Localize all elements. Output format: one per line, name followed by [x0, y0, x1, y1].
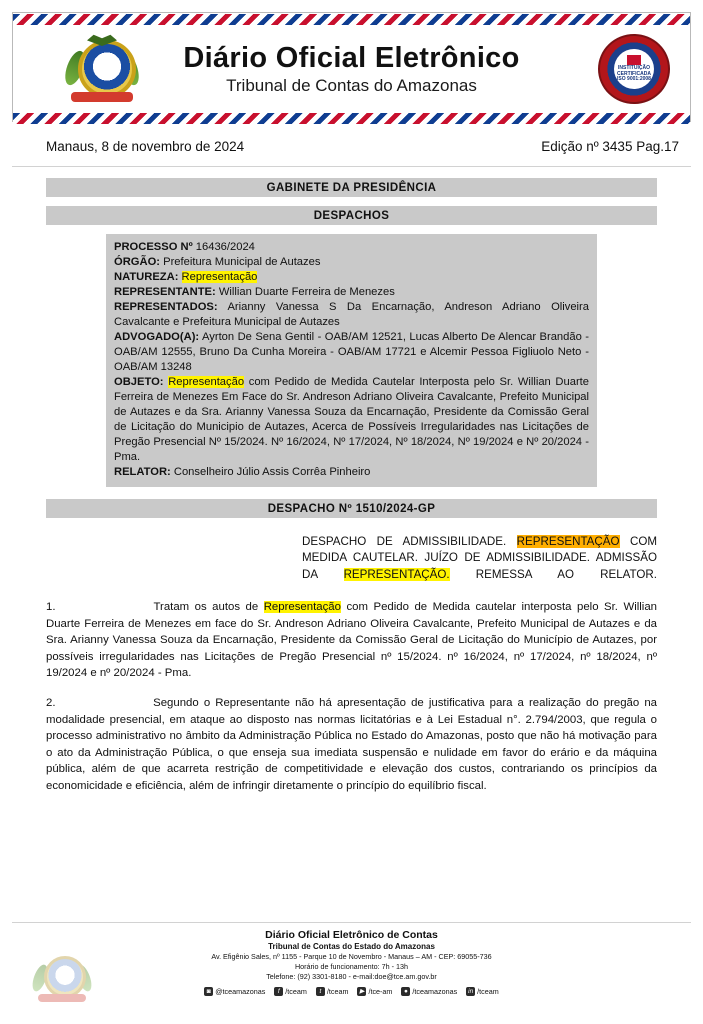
social-label-flickr: /tceamazonas: [412, 987, 458, 996]
youtube-icon: ▶: [359, 988, 365, 995]
social-label-instagram: @tceamazonas: [215, 987, 266, 996]
paragraph-1-text-before: Tratam os autos de: [153, 601, 264, 614]
representative-row: [114, 285, 589, 300]
rapporteur-value: Conselheiro Júlio Assis Corrêa Pinheiro: [173, 466, 371, 478]
nature-row: [114, 270, 589, 285]
represented-row: [114, 300, 589, 330]
social-link-facebook[interactable]: [274, 987, 307, 996]
social-link-flickr[interactable]: [401, 987, 457, 996]
seal-line-3: ISO 9001:2008: [617, 76, 651, 83]
paragraph-1-number: 1.: [46, 601, 56, 614]
document-body: [46, 599, 657, 794]
nature-label: NATUREZA:: [114, 271, 179, 283]
social-link-linkedin[interactable]: [466, 987, 499, 996]
document-header: [12, 12, 691, 122]
decorative-flag-bar-top: [13, 13, 690, 26]
process-number-value: 16436/2024: [195, 241, 255, 253]
iso-certification-seal-icon: [598, 34, 670, 104]
page-title: Diário Oficial Eletrônico: [183, 41, 520, 74]
footer-subtitle: Tribunal de Contas do Estado do Amazonas: [268, 942, 435, 951]
process-number-label: PROCESSO Nº: [114, 241, 193, 253]
edition-and-page: Edição nº 3435 Pag.17: [541, 139, 679, 154]
represented-value: Arianny Vanessa S Da Encarnação, Andreson Adriano Oliveira Cavalcante e Prefeitura Municipal de Autazes: [114, 301, 589, 328]
paragraph-1: [46, 599, 657, 682]
nature-value: Representação: [181, 271, 258, 283]
social-link-twitter[interactable]: [316, 987, 349, 996]
object-highlight: Representação: [168, 376, 245, 388]
paragraph-2-number: 2.: [46, 697, 56, 710]
object-value: com Pedido de Medida Cautelar Interposta pelo Sr. Willian Duarte Ferreira de Menezes Em Face do Sr. Andreson Adriano Oliveira Cavalcante, Prefeito Municipal de Autazes e da Sra. Arianny Vanessa Souza da Encarnação, Presidente da Comissão Geral de Licitação do Municipio de Autazes, Acerca de Possíveis Irregularidades nas Licitações de Pregão Presencial Nº 15/2024. Nº 16/2024, Nº 17/2024, Nº 18/2024, Nº 19/2024 e Nº 20/2024 - Pma.: [114, 376, 590, 463]
represented-label: REPRESENTADOS:: [114, 301, 218, 313]
organ-label: ÓRGÃO:: [114, 256, 160, 268]
linkedin-icon: in: [468, 988, 474, 995]
flickr-icon: ●: [401, 987, 410, 996]
lawyer-row: [114, 330, 589, 375]
footer-address: Av. Efigênio Sales, nº 1155 - Parque 10 de Novembro - Manaus – AM - CEP: 69055-736: [211, 952, 492, 961]
admissibility-part-1: DESPACHO DE ADMISSIBILIDADE.: [302, 535, 517, 548]
header-content: [13, 26, 690, 112]
page-subtitle: Tribunal de Contas do Amazonas: [226, 75, 477, 95]
section-band-despachos: DESPACHOS: [46, 206, 657, 225]
process-number-row: [114, 240, 589, 255]
organ-row: [114, 255, 589, 270]
rapporteur-row: [114, 465, 589, 480]
object-row: [114, 375, 589, 465]
admissibility-highlight-1: REPRESENTAÇÃO: [516, 535, 620, 548]
representative-label: REPRESENTANTE:: [114, 286, 216, 298]
watermark-coat-of-arms-icon: [34, 950, 90, 1006]
footer-social-links: [12, 987, 691, 996]
admissibility-summary: [302, 534, 657, 583]
decorative-flag-bar-bottom: [13, 112, 690, 125]
organ-value: Prefeitura Municipal de Autazes: [163, 256, 321, 268]
paragraph-2: [46, 695, 657, 794]
paragraph-2-text: Segundo o Representante não há apresentação de justificativa para a realização do pregão na modalidade presencial, em ataque ao disposto nas normas licitatórias e à Lei Estadual n°. 2.794/2003, que regula o processo administrativo no âmbito da Administração Pública no Estado do Amazonas, posto que não há motivação para o ato da Administração Pública, o que enseja sua imediata suspensão e nulidade em favor do erário e da máquina pública, além de que acarreta restrição de competitividade e elevação dos custos, contrariando os princípios da economicidade e eficiência, além de infringir diretamente o princípio do equilíbrio fiscal.: [46, 697, 657, 792]
twitter-icon: t: [316, 987, 325, 996]
facebook-icon: f: [274, 987, 283, 996]
amazonas-coat-of-arms-icon: [65, 34, 139, 104]
edition-info-line: [46, 139, 679, 154]
header-titles: [183, 43, 519, 96]
social-label-linkedin: /tceam: [477, 987, 499, 996]
social-label-twitter: /tceam: [326, 987, 349, 996]
representative-value: Willian Duarte Ferreira de Menezes: [218, 286, 395, 298]
section-band-gabinete: GABINETE DA PRESIDÊNCIA: [46, 178, 657, 197]
admissibility-part-2: COM MEDIDA CAUTELAR. JUÍZO DE ADMISSIBILIDADE. ADMISSÃO DA: [302, 535, 657, 581]
instagram-icon: ◙: [204, 987, 213, 996]
header-divider: [12, 166, 691, 167]
object-label: OBJETO:: [114, 376, 164, 388]
admissibility-part-3: REMESSA AO RELATOR.: [449, 567, 657, 581]
seal-line-1: INSTITUIÇÃO: [618, 64, 650, 71]
seal-line-2: CERTIFICADA: [617, 70, 651, 77]
social-label-facebook: /tceam: [285, 987, 307, 996]
footer-contact: Telefone: (92) 3301-8180 - e-mail:doe@tce.am.gov.br: [266, 972, 437, 981]
footer-hours: Horário de funcionamento: 7h - 13h: [294, 962, 409, 971]
process-info-block: [106, 234, 597, 487]
publication-date: Manaus, 8 de novembro de 2024: [46, 139, 245, 154]
footer-title: Diário Oficial Eletrônico de Contas: [265, 929, 438, 941]
lawyer-label: ADVOGADO(A):: [114, 331, 200, 343]
social-link-youtube[interactable]: [357, 987, 392, 996]
social-label-youtube: /tce-am: [368, 987, 393, 996]
paragraph-1-highlight: Representação: [263, 601, 341, 614]
document-footer: [12, 922, 691, 1014]
social-link-instagram[interactable]: [204, 987, 265, 996]
admissibility-highlight-2: REPRESENTAÇÃO.: [343, 567, 450, 581]
lawyer-value: Ayrton De Sena Gentil - OAB/AM 12521, Lucas Alberto De Alencar Brandão - OAB/AM 12555, Bruno Da Cunha Moreira - OAB/AM 17721 e Alcemir Pessoa Figliuolo Neto - OAB/AM 13248: [114, 331, 589, 373]
section-band-despacho-number: DESPACHO Nº 1510/2024-GP: [46, 499, 657, 518]
paragraph-1-text-after: com Pedido de Medida cautelar interposta pelo Sr. Willian Duarte Ferreira de Menezes em face do Sr. Andreson Adriano Oliveira Cavalcante, Prefeito Municipal de Autazes e da Sra. Arianny Vanessa Souza da Encarnação, Presidente da Comissão Geral de Licitação do Município de Autazes, por possíveis irregularidades nas Licitações de Pregão Presencial nº 15/2024. nº 16/2024, nº 17/2024, nº 18/2024, nº 19/2024 e nº 20/2024 - Pma.: [46, 601, 657, 680]
rapporteur-label: RELATOR:: [114, 466, 171, 478]
